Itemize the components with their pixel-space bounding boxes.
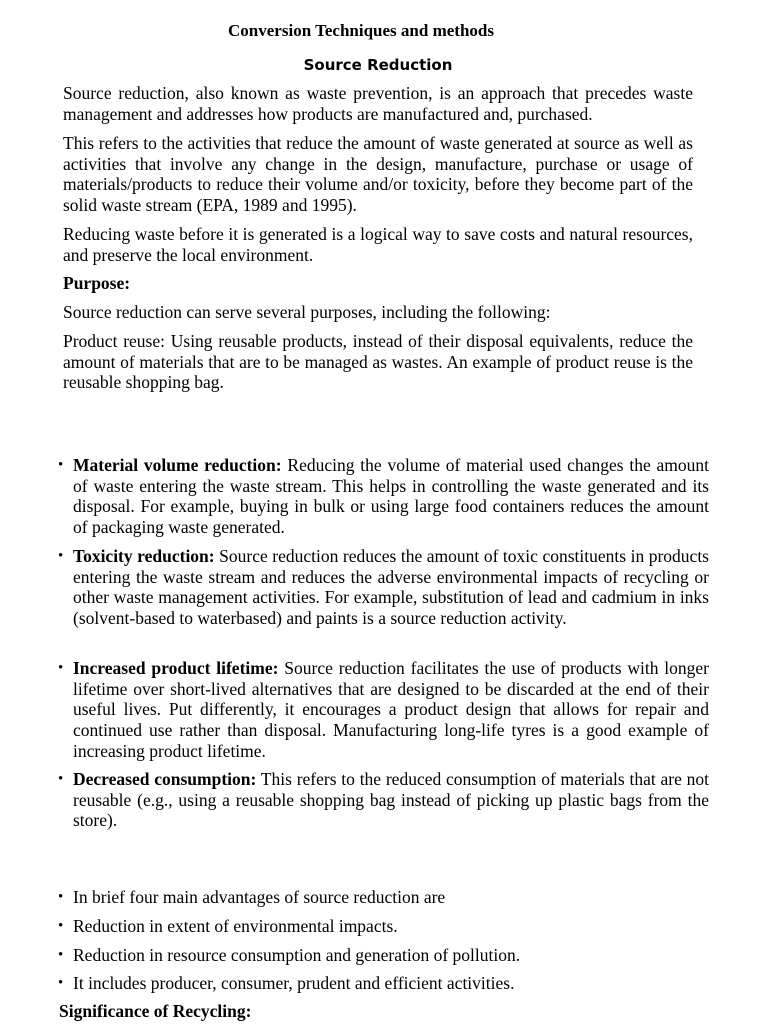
bullet-body: Source reduction facilitates the use of products with longer lifetime over short-lived alternatives that are designed to be discarded at the end of their useful lives. Put differently, it encourages a product design that allows for repair and continued use rather than disposal. Manufacturing long-life tyres is a good example of increasing product lifetime. <box>73 658 709 761</box>
bullet-icon: • <box>58 947 64 963</box>
list-item <box>58 658 709 762</box>
bullet-term: Decreased consumption: <box>73 769 257 789</box>
bullet-icon: • <box>58 918 64 934</box>
list-item <box>58 916 709 937</box>
bullet-icon: • <box>58 889 64 905</box>
advantage-text: Reduction in resource consumption and generation of pollution. <box>73 945 521 965</box>
document-title: Conversion Techniques and methods <box>228 21 494 40</box>
bullet-text <box>73 769 709 831</box>
advantage-text: It includes producer, consumer, prudent and efficient activities. <box>73 973 515 993</box>
list-item <box>58 887 709 908</box>
bullet-body: This refers to the reduced consumption of materials that are not reusable (e.g., using a reusable shopping bag instead of picking up plastic bags from the store). <box>73 769 709 831</box>
list-item <box>58 769 709 831</box>
paragraph-product-reuse: Product reuse: Using reusable products, instead of their disposal equivalents, reduce the amount of materials that are to be managed as wastes. An example of product reuse is the reusable shopping bag. <box>63 331 693 393</box>
bullet-icon: • <box>58 771 64 787</box>
list-item <box>58 455 709 538</box>
bullet-icon: • <box>58 548 64 564</box>
recycling-heading: Significance of Recycling: <box>59 1001 252 1021</box>
bullet-term: Toxicity reduction: <box>73 546 215 566</box>
bullet-icon: • <box>58 660 64 676</box>
bullet-body: Reducing the volume of material used changes the amount of waste entering the waste stream. This helps in controlling the waste generated and its disposal. For example, buying in bulk or using large food containers reduces the amount of packaging waste generated. <box>73 455 710 538</box>
section-title-source-reduction: Source Reduction <box>303 56 453 74</box>
paragraph-activities: This refers to the activities that reduce the amount of waste generated at source as well as activities that involve any change in the design, manufacture, purchase or usage of materials/products to reduce their volume and/or toxicity, before they become part of the solid waste stream (EPA, 1989 and 1995). <box>63 133 693 216</box>
paragraph-benefits: Reducing waste before it is generated is a logical way to save costs and natural resources, and preserve the local environment. <box>63 224 693 265</box>
bullet-body: Source reduction reduces the amount of toxic constituents in products entering the waste stream and reduces the adverse environmental impacts of recycling or other waste management activities. For example, substitution of lead and cadmium in inks (solvent-based to waterbased) and paints is a source reduction activity. <box>73 546 709 629</box>
bullet-term: Increased product lifetime: <box>73 658 279 678</box>
bullet-text <box>73 546 709 629</box>
advantage-text: Reduction in extent of environmental impacts. <box>73 916 398 936</box>
purpose-heading: Purpose: <box>63 273 131 293</box>
bullet-icon: • <box>58 457 64 473</box>
bullet-icon: • <box>58 975 64 991</box>
paragraph-definition: Source reduction, also known as waste prevention, is an approach that precedes waste management and addresses how products are manufactured and, purchased. <box>63 83 693 124</box>
bullet-term: Material volume reduction: <box>73 455 282 475</box>
bullet-text <box>73 658 709 762</box>
bullet-text <box>73 455 709 538</box>
purpose-intro: Source reduction can serve several purposes, including the following: <box>63 302 551 322</box>
list-item <box>58 546 709 629</box>
list-item <box>58 945 709 966</box>
list-item <box>58 973 709 994</box>
advantage-text: In brief four main advantages of source reduction are <box>73 887 446 907</box>
